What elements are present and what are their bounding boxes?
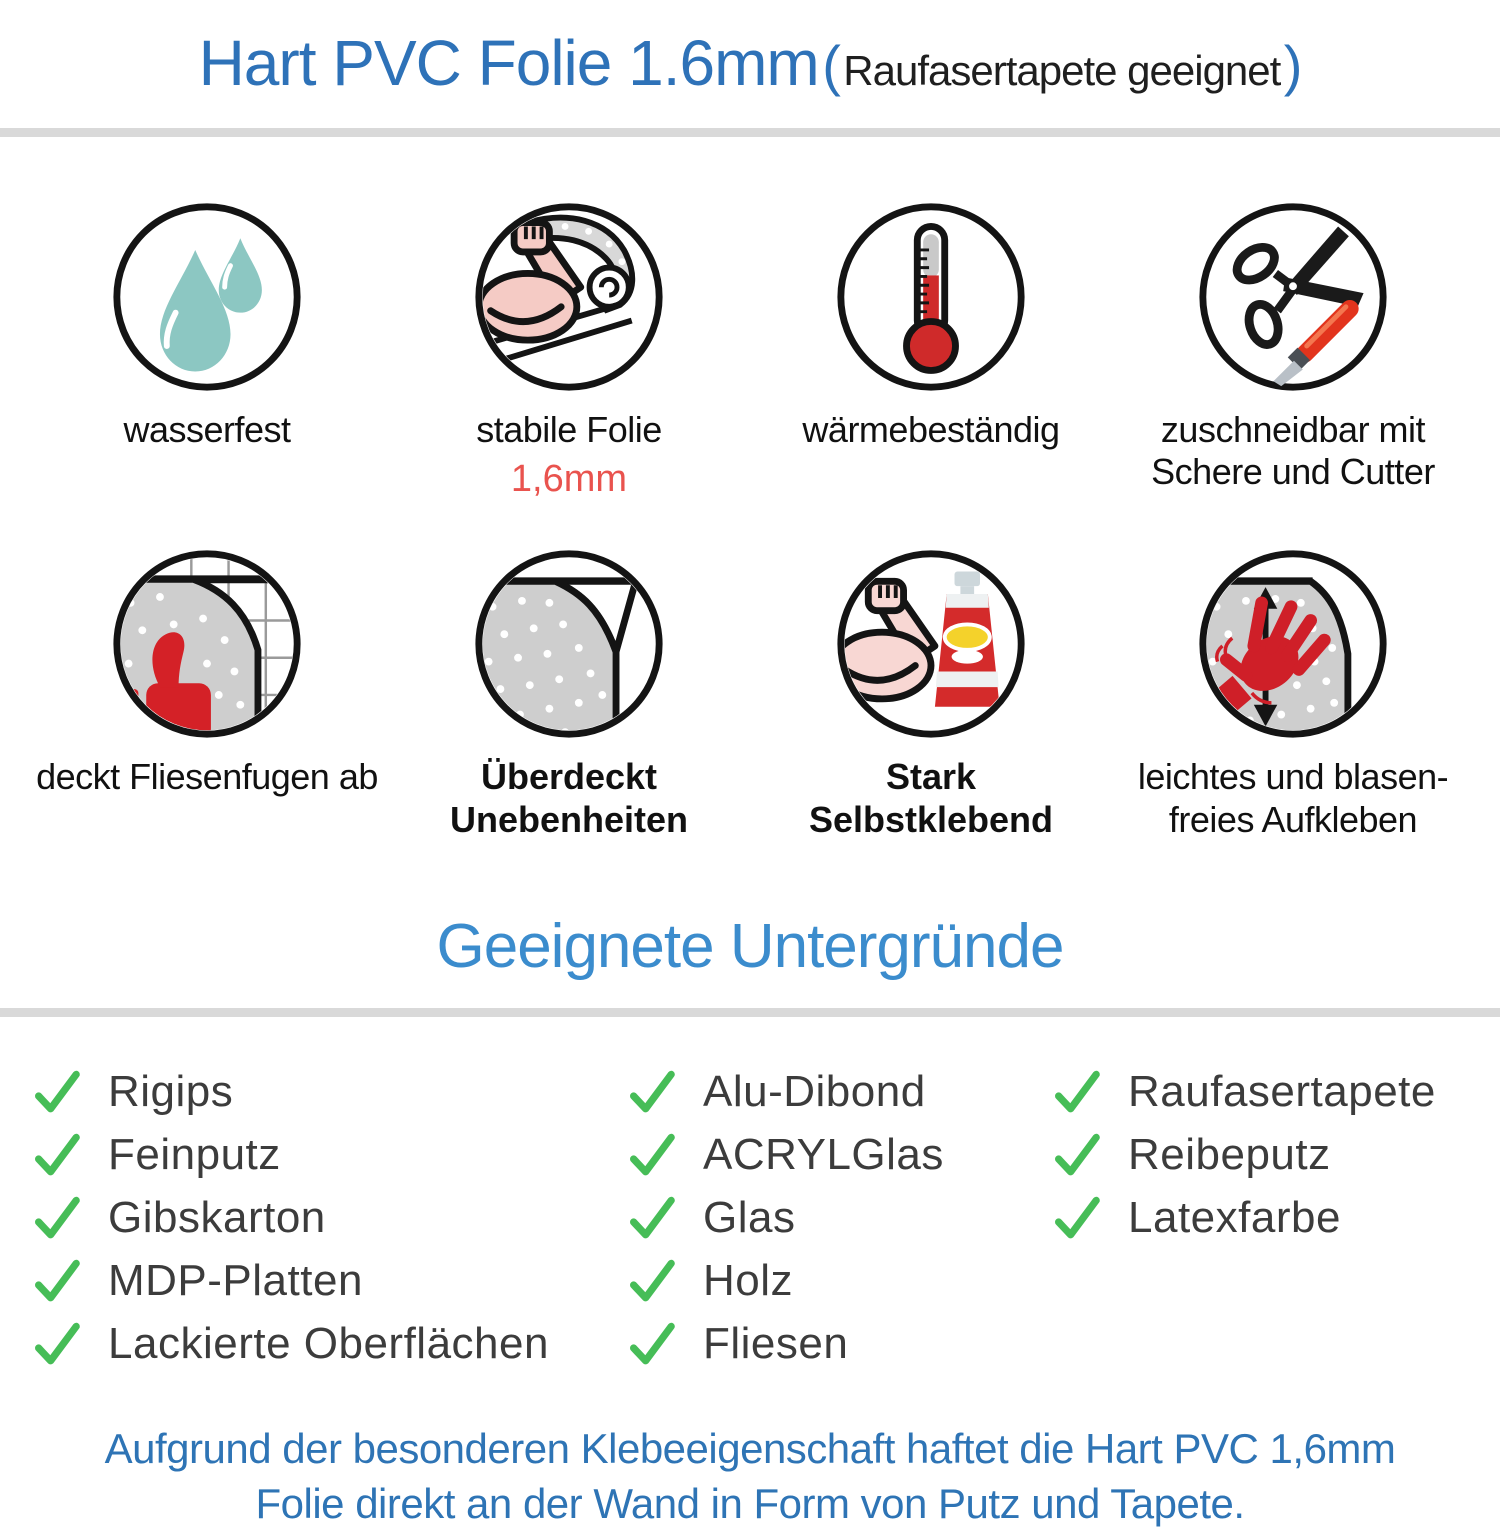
list-item: Alu-Dibond bbox=[625, 1065, 1050, 1119]
list-item: MDP-Platten bbox=[30, 1254, 625, 1308]
feature-wasserfest bbox=[26, 199, 388, 502]
list-item: Fliesen bbox=[625, 1317, 1050, 1371]
thermometer-icon bbox=[833, 199, 1029, 395]
list-item: Rigips bbox=[30, 1065, 625, 1119]
paren-close: ) bbox=[1283, 34, 1302, 97]
bubble-free-icon bbox=[1195, 546, 1391, 742]
strong-foil-icon bbox=[471, 199, 667, 395]
feature-label: deckt Fliesenfugen ab bbox=[36, 756, 378, 798]
feature-stabile-folie bbox=[388, 199, 750, 502]
feature-selbstklebend bbox=[750, 546, 1112, 841]
check-icon bbox=[625, 1131, 679, 1179]
feature-label: stabile Folie 1,6mm bbox=[476, 409, 662, 501]
tile-cover-icon bbox=[109, 546, 305, 742]
feature-label: Überdeckt Unebenheiten bbox=[449, 756, 689, 840]
substrate-lists bbox=[0, 1065, 1500, 1380]
list-item: Lackierte Oberflächen bbox=[30, 1317, 625, 1371]
feature-label: Stark Selbstklebend bbox=[808, 756, 1054, 840]
thickness-note: 1,6mm bbox=[510, 458, 628, 501]
list-item: Feinputz bbox=[30, 1128, 625, 1182]
list-item: Glas bbox=[625, 1191, 1050, 1245]
check-icon bbox=[625, 1257, 679, 1305]
list-item: Raufasertapete bbox=[1050, 1065, 1500, 1119]
check-icon bbox=[30, 1068, 84, 1116]
substrate-column-3 bbox=[1050, 1065, 1500, 1380]
feature-grid bbox=[0, 199, 1500, 841]
subtitle-text: Raufasertapete geeignet bbox=[843, 47, 1281, 94]
water-drops-icon bbox=[109, 199, 305, 395]
paren-open: ( bbox=[822, 34, 840, 97]
section-heading-untergruende: Geeignete Untergründe bbox=[436, 912, 1064, 982]
check-icon bbox=[625, 1320, 679, 1368]
feature-label: zuschneidbar mit Schere und Cutter bbox=[1151, 409, 1435, 493]
feature-fliesenfugen bbox=[26, 546, 388, 841]
footer-line-1: Aufgrund der besonderen Klebeeigenschaft haftet die Hart PVC 1,6mm bbox=[104, 1425, 1396, 1473]
page-title bbox=[0, 0, 1500, 100]
list-item: Holz bbox=[625, 1254, 1050, 1308]
footer-line-2: Folie direkt an der Wand in Form von Putz und Tapete. bbox=[255, 1479, 1245, 1527]
feature-zuschneidbar bbox=[1112, 199, 1474, 502]
feature-waermebestaendig bbox=[750, 199, 1112, 502]
substrate-column-2 bbox=[625, 1065, 1050, 1380]
title-text: Hart PVC Folie 1.6mm bbox=[198, 27, 819, 99]
feature-label: wärmebeständig bbox=[802, 409, 1060, 450]
check-icon bbox=[30, 1194, 84, 1242]
list-item: ACRYLGlas bbox=[625, 1128, 1050, 1182]
check-icon bbox=[625, 1194, 679, 1242]
divider bbox=[0, 1008, 1500, 1017]
list-item: Reibeputz bbox=[1050, 1128, 1500, 1182]
check-icon bbox=[1050, 1131, 1104, 1179]
feature-unebenheiten bbox=[388, 546, 750, 841]
feature-label: leichtes und blasen- freies Aufkleben bbox=[1137, 756, 1449, 840]
check-icon bbox=[30, 1131, 84, 1179]
feature-aufkleben bbox=[1112, 546, 1474, 841]
cover-unevenness-icon bbox=[471, 546, 667, 742]
check-icon bbox=[1050, 1194, 1104, 1242]
check-icon bbox=[30, 1257, 84, 1305]
list-item: Gibskarton bbox=[30, 1191, 625, 1245]
list-item: Latexfarbe bbox=[1050, 1191, 1500, 1245]
scissors-cutter-icon bbox=[1195, 199, 1391, 395]
check-icon bbox=[625, 1068, 679, 1116]
footer-note bbox=[0, 1422, 1500, 1531]
check-icon bbox=[30, 1320, 84, 1368]
feature-label: wasserfest bbox=[123, 409, 291, 450]
check-icon bbox=[1050, 1068, 1104, 1116]
self-adhesive-icon bbox=[833, 546, 1029, 742]
substrate-column-1 bbox=[30, 1065, 625, 1380]
divider bbox=[0, 128, 1500, 137]
